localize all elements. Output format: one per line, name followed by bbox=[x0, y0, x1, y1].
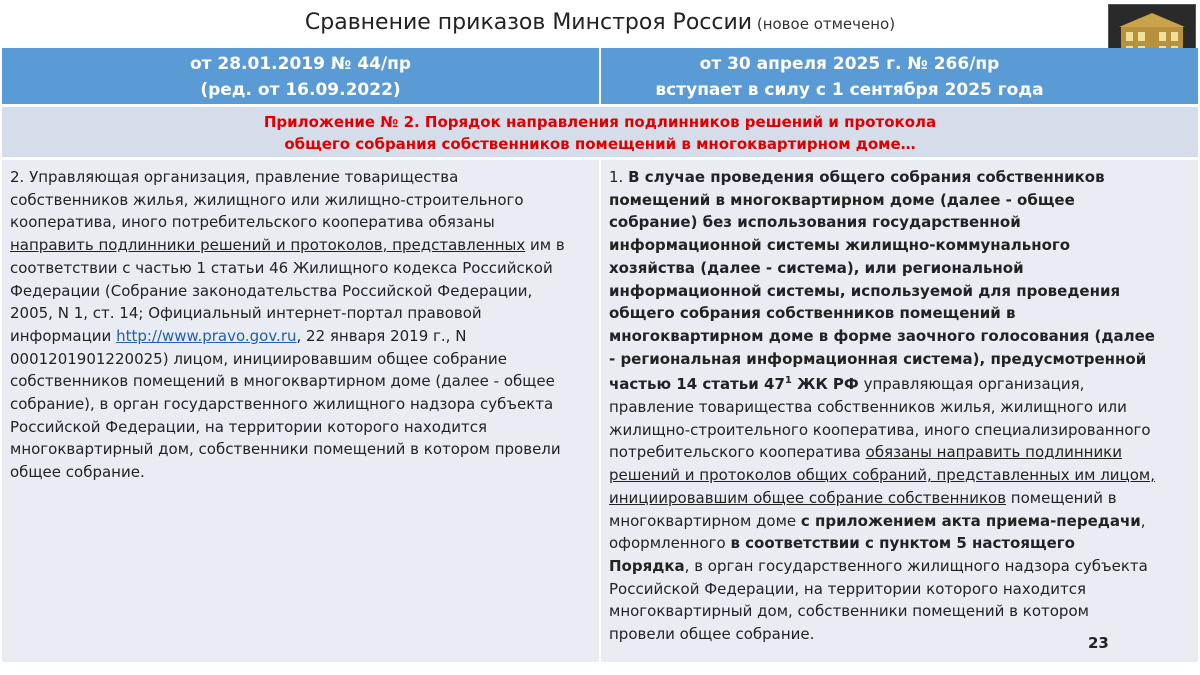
band-line2: общего собрания собственников помещений в многоквартирном доме… bbox=[284, 135, 916, 153]
slide-title bbox=[0, 10, 1200, 35]
new-paragraph: 1. В случае проведения общего собрания собственников помещений в многоквартирном доме (далее - общее собрание) без использования государственной информационной системы жилищно-коммунального хозяйства (далее - система), или региональной информационной системы, используемой для проведения общего собрания собственников помещений в многоквартирном доме в форме заочного голосования (далее - региональная информационная система), предусмотренной частью 14 статьи $47^1$ ЖК РФ управляющая организация, правление товарищества собственников жилья, жилищного или жилищно-строительного кооператива, иного специализированного потребительского кооператива обязаны направить подлинники решений и протоколов общих собраний, представленных им лицом, инициировавшим общее собрание собственников помещений в многоквартирном доме с приложением акта приема-передачи, оформленного в соответствии с пунктом 5 настоящего Порядка, в орган государственного жилищного надзора субъекта Российской Федерации, на территории которого находится многоквартирный дом, собственники помещений в котором провели общее собрание. bbox=[609, 168, 1156, 644]
pravo-link[interactable]: http://www.pravo.gov.ru bbox=[116, 326, 297, 345]
header-new-line2: вступает в силу с 1 сентября 2025 года bbox=[655, 80, 1044, 100]
appendix-title-band bbox=[2, 107, 1198, 157]
old-text-column bbox=[2, 160, 599, 662]
header-fill bbox=[1098, 48, 1198, 106]
old-underlined: направить подлинники решений и протоколов, представленных bbox=[10, 236, 526, 255]
header-old-order bbox=[2, 48, 599, 106]
new-text-column bbox=[601, 160, 1198, 662]
new-bold-point5: в соответствии с пунктом 5 настоящего Порядка bbox=[609, 534, 1075, 575]
title-note: (новое отмечено) bbox=[752, 15, 896, 33]
header-old-line2: (ред. от 16.09.2022) bbox=[200, 80, 401, 100]
new-underlined: обязаны направить подлинники решений и протоколов общих собраний, представленных им лицом, инициировавшим общее собрание собственников bbox=[609, 443, 1156, 507]
page-number: 23 bbox=[1088, 634, 1109, 652]
band-line1: Приложение № 2. Порядок направления подлинников решений и протокола bbox=[263, 113, 937, 131]
header-new-order bbox=[601, 48, 1098, 106]
title-main: Сравнение приказов Минстроя России bbox=[304, 10, 753, 35]
header-old-line1: от 28.01.2019 № 44/пр bbox=[189, 54, 412, 74]
header-new-line1: от 30 апреля 2025 г. № 266/пр bbox=[699, 54, 1000, 74]
new-bold-act: с приложением акта приема-передачи bbox=[800, 511, 1141, 530]
old-paragraph: 2. Управляющая организация, правление товарищества собственников жилья, жилищного или жилищно-строительного кооператива, иного потребительского кооператива обязаны направить подлинники решений и протоколов, представленных им в соответствии с частью 1 статьи 46 Жилищного кодекса Российской Федерации (Собрание законодательства Российской Федерации, 2005, N 1, ст. 14; Официальный интернет-портал правовой информации http://www.pravo.gov.ru, 22 января 2019 г., N 0001201901220025) лицом, инициировавшим общее собрание собственников помещений в многоквартирном доме (далее - общее собрание), в орган государственного жилищного надзора субъекта Российской Федерации, на территории которого находится многоквартирный дом, собственники помещений в котором провели общее собрание. bbox=[10, 168, 565, 482]
new-bold-intro: В случае проведения общего собрания собственников помещений в многоквартирном доме (далее - общее собрание) без использования государственной информационной системы жилищно-коммунального хозяйства (далее - система), или региональной информационной системы, используемой для проведения общего собрания собственников помещений в многоквартирном доме в форме заочного голосования (далее - региональная информационная система), предусмотренной частью 14 статьи $47^1$ ЖК РФ bbox=[609, 168, 1155, 394]
